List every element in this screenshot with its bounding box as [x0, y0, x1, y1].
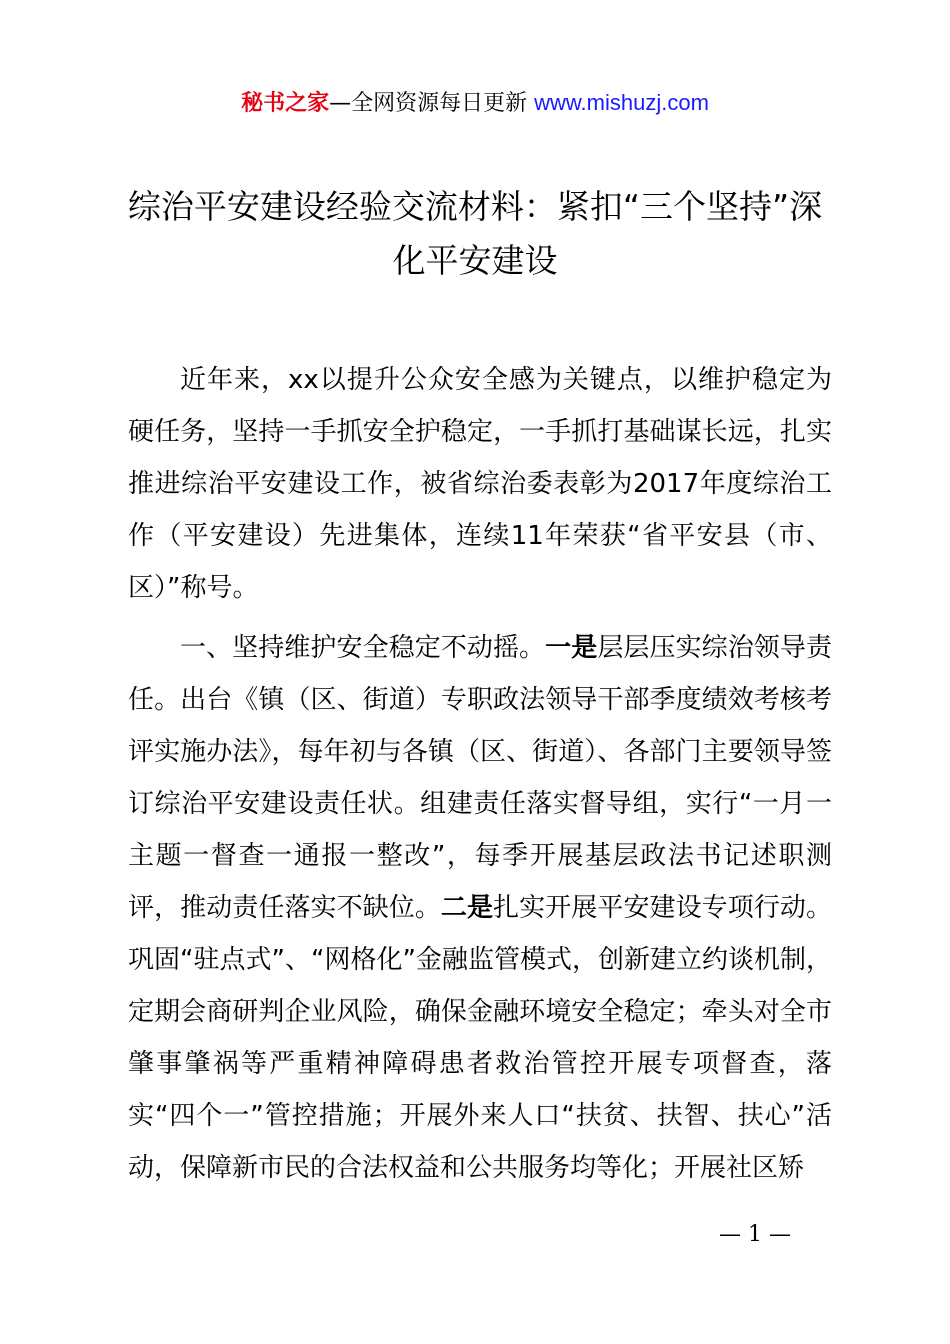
header-url-link[interactable]: www.mishuzj.com [534, 90, 709, 115]
point-text-one: 层层压实综治领导责任。出台《镇（区、街道）专职政法领导干部季度绩效考核考评实施办法》，每年初与各镇（区、街道）、各部门主要领导签订综治平安建设责任状。组建责任落实督导组，实行“一月一主题一督查一通报一整改”，每季开展基层政法书记述职测评，推动责任落实不缺位。 [128, 633, 832, 923]
point-marker-two: 二是 [440, 893, 494, 923]
paragraph-intro: 近年来，xx以提升公众安全感为关键点，以维护稳定为硬任务，坚持一手抓安全护稳定，一手抓打基础谋长远，扎实推进综治平安建设工作，被省综治委表彰为2017年度综治工作（平安建设）先进集体，连续11年荣获“省平安县（市、区）”称号。 [128, 365, 832, 603]
brand-name: 秘书之家 [241, 91, 330, 116]
point-marker-one: 一是 [545, 633, 598, 663]
paragraph-section-one [128, 622, 832, 1194]
document-body [128, 354, 832, 1194]
section-heading: 一、坚持维护安全稳定不动摇。 [180, 633, 546, 663]
header-tagline: —全网资源每日更新 [329, 91, 535, 116]
page-number: — 1 — [719, 1222, 791, 1247]
point-text-two: 扎实开展平安建设专项行动。巩固“驻点式”、“网格化”金融监管模式，创新建立约谈机制，定期会商研判企业风险，确保金融环境安全稳定；牵头对全市肇事肇祸等严重精神障碍患者救治管控开展专项督查，落实“四个一”管控措施；开展外来人口“扶贫、扶智、扶心”活动，保障新市民的合法权益和公共服务均等化；开展社区矫 [128, 893, 832, 1183]
document-title: 综治平安建设经验交流材料：紧扣“三个坚持”深化平安建设 [127, 187, 823, 280]
site-header [0, 86, 950, 121]
